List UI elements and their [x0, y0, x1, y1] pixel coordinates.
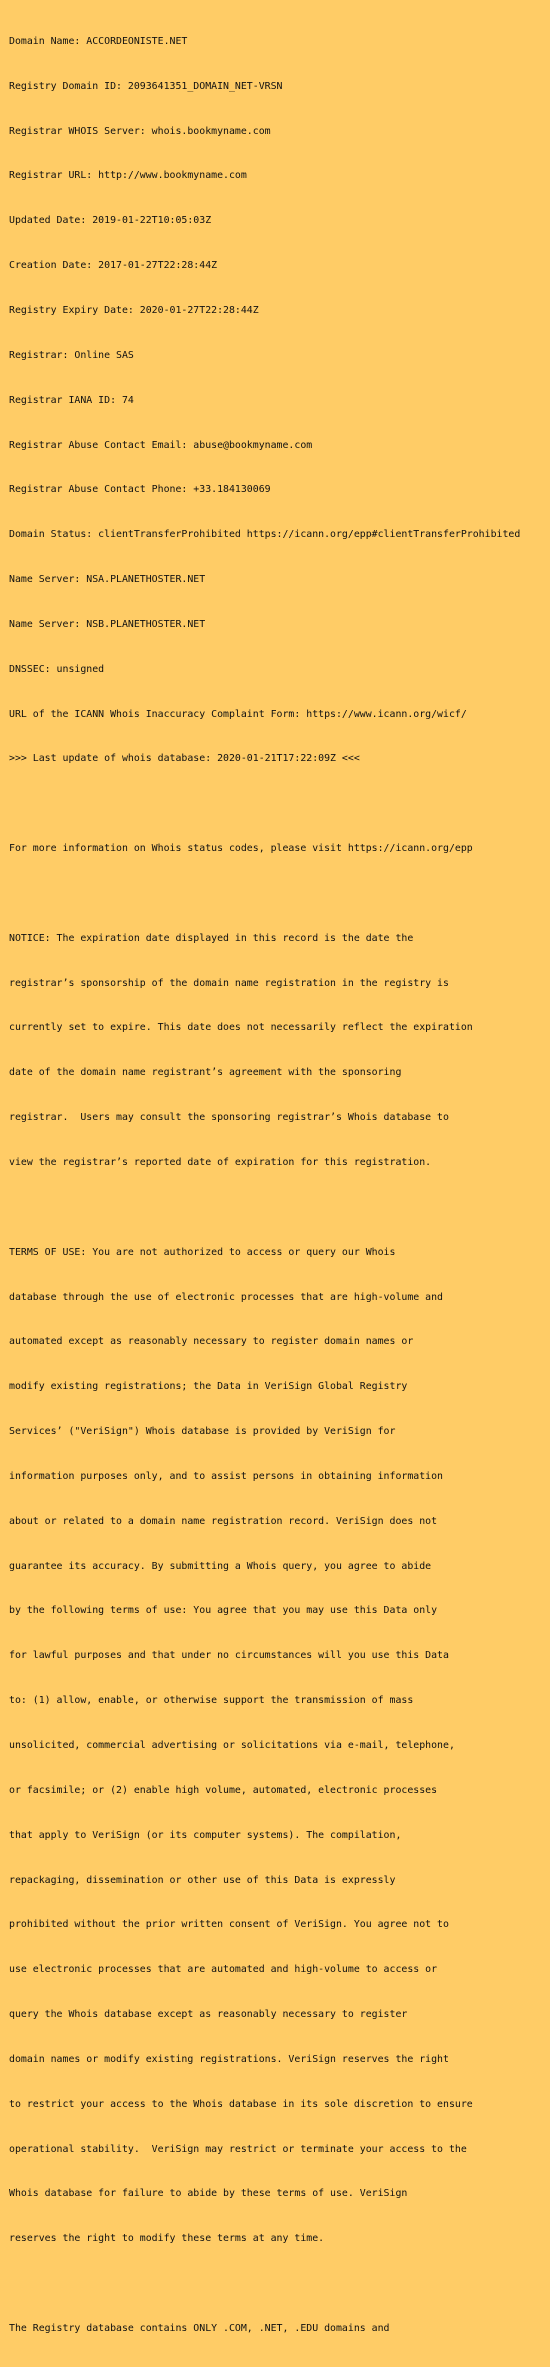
name-server-line: Name Server: NSB.PLANETHOSTER.NET	[9, 618, 206, 630]
terms-of-use-line: Whois database for failure to abide by these terms of use. VeriSign	[9, 2188, 408, 2200]
domain-name-line: Domain Name: ACCORDEONISTE.NET	[9, 35, 188, 47]
registrar-line: Registrar: Online SAS	[9, 349, 134, 361]
blank-line	[9, 887, 550, 902]
notice-line: NOTICE: The expiration date displayed in this record is the date the	[9, 932, 414, 944]
registry-database-line: The Registry database contains ONLY .COM, .NET, .EDU domains and	[9, 2322, 390, 2334]
status-codes-info-line: For more information on Whois status codes, please visit https://icann.org/epp	[9, 843, 473, 855]
terms-of-use-line: repackaging, dissemination or other use of this Data is expressly	[9, 1874, 396, 1886]
terms-of-use-line: reserves the right to modify these terms at any time.	[9, 2233, 325, 2245]
terms-of-use-line: unsolicited, commercial advertising or solicitations via e-mail, telephone,	[9, 1739, 455, 1751]
dnssec-line: DNSSEC: unsigned	[9, 663, 105, 675]
registry-domain-id-line: Registry Domain ID: 2093641351_DOMAIN_NET-VRSN	[9, 80, 283, 92]
creation-date-line: Creation Date: 2017-01-27T22:28:44Z	[9, 260, 218, 272]
terms-of-use-line: about or related to a domain name registration record. VeriSign does not	[9, 1515, 438, 1527]
terms-of-use-line: query the Whois database except as reasonably necessary to register	[9, 2009, 408, 2021]
terms-of-use-line: that apply to VeriSign (or its computer systems). The compilation,	[9, 1829, 402, 1841]
notice-line: currently set to expire. This date does not necessarily reflect the expiration	[9, 1022, 473, 1034]
name-server-line: Name Server: NSA.PLANETHOSTER.NET	[9, 574, 206, 586]
registrar-whois-server-line: Registrar WHOIS Server: whois.bookmyname.com	[9, 125, 271, 137]
notice-line: registrar’s sponsorship of the domain name registration in the registry is	[9, 977, 449, 989]
terms-of-use-line: information purposes only, and to assist persons in obtaining information	[9, 1470, 444, 1482]
terms-of-use-line: or facsimile; or (2) enable high volume, automated, electronic processes	[9, 1784, 438, 1796]
registrar-url-line: Registrar URL: http://www.bookmyname.com	[9, 170, 247, 182]
abuse-phone-line: Registrar Abuse Contact Phone: +33.184130069	[9, 484, 271, 496]
domain-status-line: Domain Status: clientTransferProhibited https://icann.org/epp#clientTransferProhibited	[9, 529, 521, 541]
abuse-email-line: Registrar Abuse Contact Email: abuse@bookmyname.com	[9, 439, 313, 451]
terms-of-use-line: automated except as reasonably necessary to register domain names or	[9, 1336, 414, 1348]
notice-line: view the registrar’s reported date of expiration for this registration.	[9, 1157, 432, 1168]
terms-of-use-line: database through the use of electronic processes that are high-volume and	[9, 1291, 444, 1303]
notice-line: date of the domain name registrant’s agreement with the sponsoring	[9, 1067, 402, 1079]
notice-line: registrar. Users may consult the sponsoring registrar’s Whois database to	[9, 1112, 449, 1124]
terms-of-use-line: operational stability. VeriSign may restrict or terminate your access to the	[9, 2143, 467, 2155]
terms-of-use-line: to: (1) allow, enable, or otherwise support the transmission of mass	[9, 1695, 414, 1707]
terms-of-use-line: TERMS OF USE: You are not authorized to access or query our Whois	[9, 1246, 396, 1258]
terms-of-use-line: domain names or modify existing registrations. VeriSign reserves the right	[9, 2053, 449, 2065]
last-update-line: >>> Last update of whois database: 2020-01-21T17:22:09Z <<<	[9, 753, 360, 765]
terms-of-use-line: prohibited without the prior written consent of VeriSign. You agree not to	[9, 1919, 449, 1931]
terms-of-use-line: to restrict your access to the Whois database in its sole discretion to ensure	[9, 2098, 473, 2110]
terms-of-use-line: for lawful purposes and that under no circumstances will you use this Data	[9, 1650, 449, 1662]
terms-of-use-line: guarantee its accuracy. By submitting a Whois query, you agree to abide	[9, 1560, 432, 1572]
registrar-iana-id-line: Registrar IANA ID: 74	[9, 394, 134, 406]
blank-line	[9, 2277, 550, 2292]
registry-expiry-date-line: Registry Expiry Date: 2020-01-27T22:28:44Z	[9, 304, 259, 316]
blank-line	[9, 797, 550, 812]
whois-record-text	[9, 5, 550, 2367]
terms-of-use-line: use electronic processes that are automated and high-volume to access or	[9, 1964, 438, 1976]
icann-complaint-url-line: URL of the ICANN Whois Inaccuracy Complaint Form: https://www.icann.org/wicf/	[9, 708, 467, 720]
blank-line	[9, 1201, 550, 1216]
terms-of-use-line: by the following terms of use: You agree that you may use this Data only	[9, 1605, 438, 1617]
terms-of-use-line: modify existing registrations; the Data in VeriSign Global Registry	[9, 1381, 408, 1393]
updated-date-line: Updated Date: 2019-01-22T10:05:03Z	[9, 215, 212, 227]
terms-of-use-line: Services’ ("VeriSign") Whois database is provided by VeriSign for	[9, 1426, 396, 1438]
